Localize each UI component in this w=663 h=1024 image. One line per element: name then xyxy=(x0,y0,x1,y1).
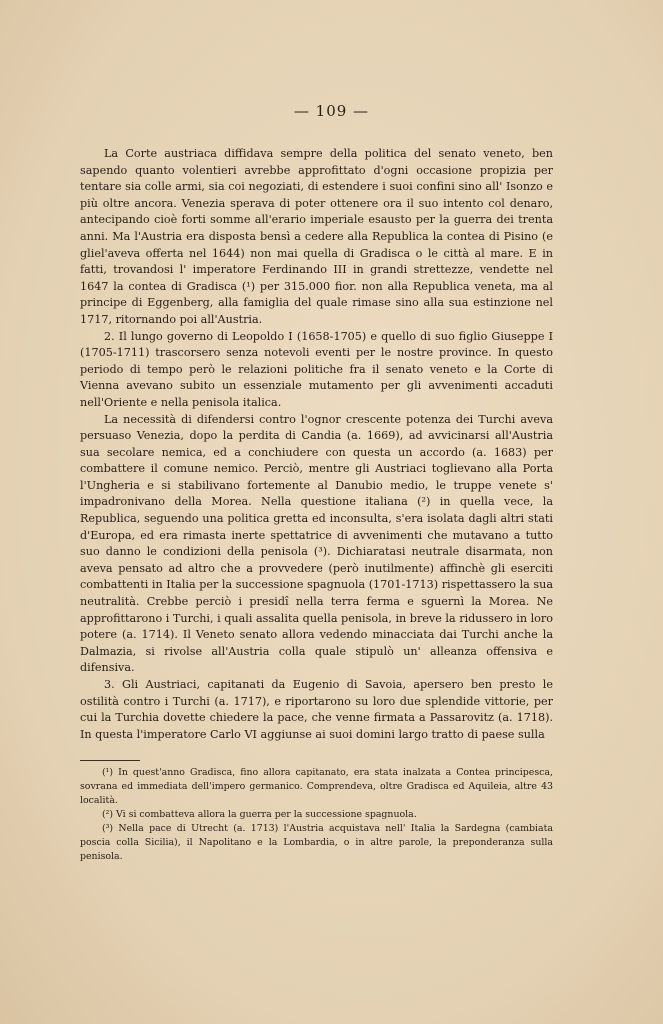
footnotes xyxy=(80,766,553,864)
footnote-3: (³) Nella pace di Utrecht (a. 1713) l'Austria acquistava nell' Italia la Sardegna (cambiata poscia colla Sicilia), il Napolitano e la Lombardia, o in altre parole, la preponderanza sulla penisola. xyxy=(80,823,553,862)
paragraph-2: 2. Il lungo governo di Leopoldo I (1658-1705) e quello di suo figlio Giuseppe I (1705-1711) trascorsero senza notevoli eventi per le nostre province. In questo periodo di tempo però le relazioni politiche fra il senato veneto e la Corte di Vienna avevano subito un essenziale mutamento per gli avvenimenti accaduti nell'Oriente e nella penisola italica. xyxy=(80,329,553,409)
page-number: — 109 — xyxy=(293,102,370,120)
footnote-2: (²) Vi si combatteva allora la guerra per la successione spagnuola. xyxy=(102,809,417,820)
paragraph-1: La Corte austriaca diffidava sempre della politica del senato veneto, ben sapendo quanto volentieri avrebbe approfittato d'ogni occasione propizia per tentare sia colle armi, sia coi negoziati, di estendere i suoi confini sino all' Isonzo e più oltre ancora. Venezia sperava di poter ottenere ora il suo intento col denaro, antecipando cioè forti somme all'erario imperiale esausto per la guerra dei trenta anni. Ma l'Austria era disposta bensì a cedere alla Republica la contea di Pisino (e gliel'aveva offerta nel 1644) non mai quella di Gradisca o le città al mare. E in fatti, trovandosi l' imperatore Ferdinando III in grandi strettezze, vendette nel 1647 la contea di Gradisca (¹) per 315.000 fior. non alla Republica veneta, ma al principe di Eggenberg, alla famiglia del quale rimase sino alla sua estinzione nel 1717, ritornando poi all'Austria. xyxy=(80,147,553,326)
paragraph-3: La necessità di difendersi contro l'ognor crescente potenza dei Turchi aveva persuaso Venezia, dopo la perdita di Candia (a. 1669), ad avvicinarsi all'Austria sua secolare nemica, ed a conchiudere con questa un accordo (a. 1683) per combattere il comune nemico. Perciò, mentre gli Austriaci toglievano alla Porta l'Ungheria e si stabilivano fortemente al Danubio medio, le truppe venete s' impadronivano della Morea. Nella questione italiana (²) in quella vece, la Republica, seguendo una politica gretta ed inconsulta, s'era isolata dagli altri stati d'Europa, ed era rimasta inerte spettatrice di avvenimenti che mutavano a tutto suo danno le condizioni della penisola (³). Dichiaratasi neutrale disarmata, non aveva pensato ad altro che a provvedere (però inutilmente) affinchè gli eserciti combattenti in Italia per la successione spagnuola (1701-1713) rispettassero la sua neutralità. Crebbe perciò i presidî nella terra ferma e sguernì la Morea. Ne approfittarono i Turchi, i quali assalita quella penisola, in breve la ridussero in loro potere (a. 1714). Il Veneto senato allora vedendo minacciata dai Turchi anche la Dalmazia, si rivolse all'Austria colla quale stipulò un' alleanza offensiva e difensiva. xyxy=(80,412,553,675)
footnote-divider xyxy=(80,760,140,761)
paragraph-4: 3. Gli Austriaci, capitanati da Eugenio di Savoia, apersero ben presto le ostilità contro i Turchi (a. 1717), e riportarono su loro due splendide vittorie, per cui la Turchia dovette chiedere la pace, che venne firmata a Passarovitz (a. 1718). In questa l'imperatore Carlo VI aggiunse ai suoi domini largo tratto di paese sulla xyxy=(80,678,553,741)
main-text xyxy=(80,146,553,743)
footnote-1: (¹) In quest'anno Gradisca, fino allora capitanato, era stata inalzata a Contea principesca, sovrana ed immediata dell'impero germanico. Comprendeva, oltre Gradisca ed Aquileia, altre 43 località. xyxy=(80,767,553,806)
